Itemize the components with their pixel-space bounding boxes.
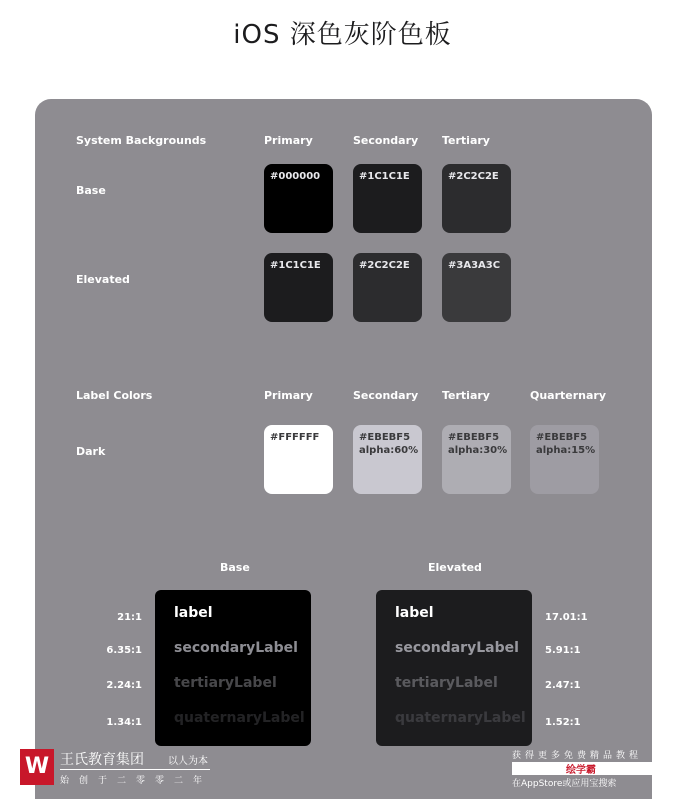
brand-logo: W	[20, 749, 54, 785]
base-ratio-quaternary: 1.34:1	[106, 717, 142, 728]
swatch-hex: #FFFFFF	[270, 432, 320, 443]
label-primary-swatch	[264, 425, 333, 494]
app-name: 绘学霸	[566, 765, 596, 776]
label-row-dark: Dark	[76, 445, 106, 458]
quaternary-label-sample: quaternaryLabel	[395, 710, 526, 726]
elevated-tertiary-swatch	[442, 253, 511, 322]
swatch-hex: #EBEBF5	[448, 432, 500, 443]
base-ratio-secondary: 6.35:1	[106, 645, 142, 656]
brand-subtitle: 始创于二零零二年	[60, 776, 213, 786]
swatch-hex: #1C1C1E	[270, 260, 321, 271]
secondary-label-sample: secondaryLabel	[395, 640, 519, 656]
bg-col-tertiary: Tertiary	[442, 134, 490, 147]
elevated-ratio-secondary: 5.91:1	[545, 645, 581, 656]
elevated-ratio-label: 17.01:1	[545, 612, 588, 623]
system-backgrounds-heading: System Backgrounds	[76, 134, 207, 147]
elevated-secondary-swatch	[353, 253, 422, 322]
app-watermark	[510, 748, 670, 793]
bg-row-base: Base	[76, 184, 106, 197]
brand-slogan: 以人为本	[168, 756, 208, 767]
bg-col-primary: Primary	[264, 134, 313, 147]
label-sample: label	[174, 605, 213, 621]
swatch-hex: #3A3A3C	[448, 260, 501, 271]
label-sample: label	[395, 605, 434, 621]
elevated-contrast-card	[376, 590, 532, 746]
label-col-secondary: Secondary	[353, 389, 419, 402]
brand-name: 王氏教育集团	[60, 752, 144, 768]
swatch-alpha: alpha:30%	[448, 445, 508, 456]
bg-col-secondary: Secondary	[353, 134, 419, 147]
elevated-ratio-quaternary: 1.52:1	[545, 717, 581, 728]
base-secondary-swatch	[353, 164, 422, 233]
elevated-ratio-tertiary: 2.47:1	[545, 680, 581, 691]
base-ratio-tertiary: 2.24:1	[106, 680, 142, 691]
swatch-hex: #2C2C2E	[359, 260, 410, 271]
tertiary-label-sample: tertiaryLabel	[395, 675, 498, 691]
app-store-text: 在AppStore或应用宝搜索	[512, 779, 617, 789]
brand-watermark	[20, 749, 220, 789]
label-col-primary: Primary	[264, 389, 313, 402]
label-col-quarternary: Quarternary	[530, 389, 607, 402]
palette-panel	[35, 99, 652, 799]
app-promo-text: 获得更多免费精品教程	[512, 751, 643, 761]
quaternary-label-sample: quaternaryLabel	[174, 710, 305, 726]
contrast-base-title: Base	[220, 561, 250, 574]
base-tertiary-swatch	[442, 164, 511, 233]
secondary-label-sample: secondaryLabel	[174, 640, 298, 656]
brand-divider	[60, 769, 210, 770]
swatch-hex: #000000	[270, 171, 321, 182]
label-secondary-swatch	[353, 425, 422, 494]
label-col-tertiary: Tertiary	[442, 389, 490, 402]
base-primary-swatch	[264, 164, 333, 233]
swatch-hex: #EBEBF5	[536, 432, 588, 443]
swatch-hex: #EBEBF5	[359, 432, 411, 443]
base-contrast-card	[155, 590, 311, 746]
swatch-alpha: alpha:15%	[536, 445, 596, 456]
swatch-alpha: alpha:60%	[359, 445, 419, 456]
base-ratio-label: 21:1	[117, 612, 142, 623]
label-tertiary-swatch	[442, 425, 511, 494]
bg-row-elevated: Elevated	[76, 273, 130, 286]
page-title: iOS 深色灰阶色板	[233, 20, 452, 50]
contrast-elevated-title: Elevated	[428, 561, 482, 574]
label-colors-heading: Label Colors	[76, 389, 153, 402]
swatch-hex: #1C1C1E	[359, 171, 410, 182]
swatch-hex: #2C2C2E	[448, 171, 499, 182]
elevated-primary-swatch	[264, 253, 333, 322]
label-quarternary-swatch	[530, 425, 599, 494]
tertiary-label-sample: tertiaryLabel	[174, 675, 277, 691]
